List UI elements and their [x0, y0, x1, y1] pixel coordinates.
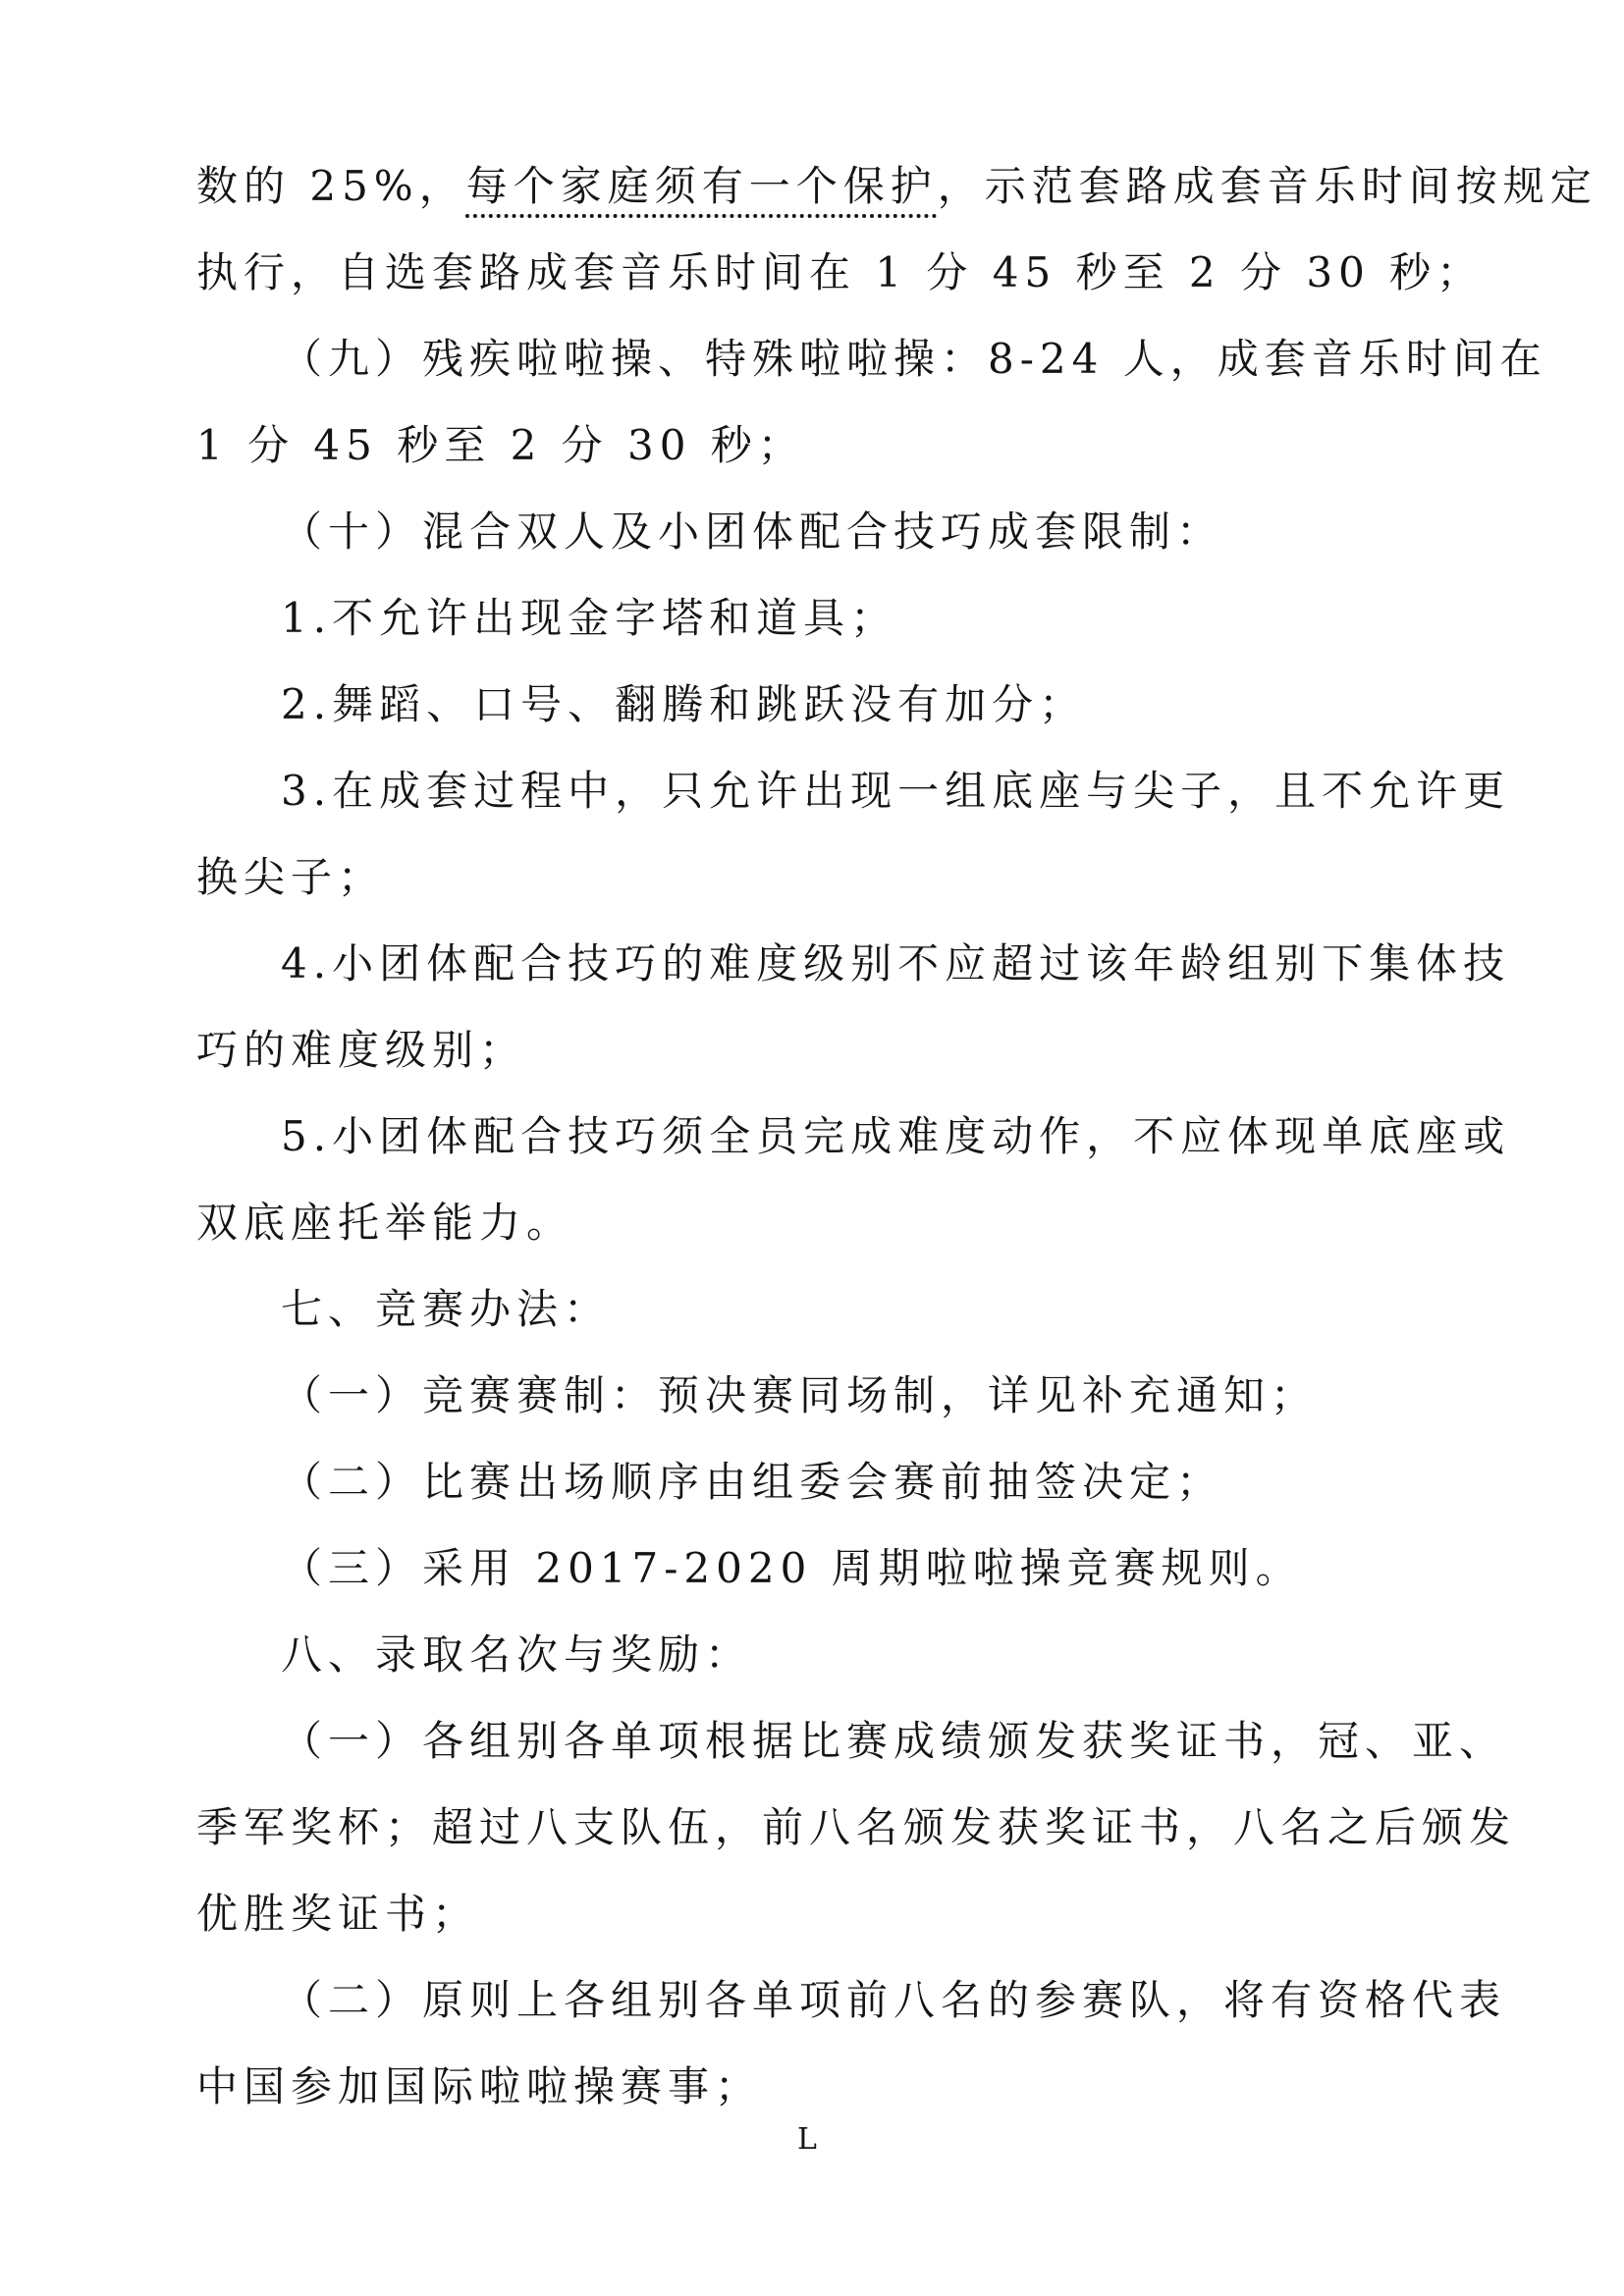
paragraph-line [196, 157, 1597, 216]
paragraph-line: 1 分 45 秒至 2 分 30 秒； [196, 421, 805, 469]
paragraph-line: （十）混合双人及小团体配合技巧成套限制： [281, 507, 1224, 556]
paragraph-line: （一）各组别各单项根据比赛成绩颁发获奖证书，冠、亚、 [281, 1717, 1507, 1765]
list-item: 2.舞蹈、口号、翻腾和跳跃没有加分； [281, 680, 1087, 728]
page-number: L [797, 2122, 817, 2157]
paragraph-line: （二）比赛出场顺序由组委会赛前抽签决定； [281, 1458, 1224, 1506]
paragraph-line: 换尖子； [196, 853, 386, 901]
list-item: 5.小团体配合技巧须全员完成难度动作，不应体现单底座或 [281, 1112, 1511, 1160]
list-item: 4.小团体配合技巧的难度级别不应超过该年龄组别下集体技 [281, 939, 1511, 988]
emphasized-text: 每个家庭须有一个保护 [465, 162, 938, 210]
section-heading: 八、录取名次与奖励： [281, 1630, 753, 1679]
list-item: 1.不允许出现金字塔和道具； [281, 594, 898, 642]
section-heading: 七、竞赛办法： [281, 1285, 612, 1333]
paragraph-line: 双底座托举能力。 [196, 1199, 574, 1247]
paragraph-line: （三）采用 2017-2020 周期啦啦操竞赛规则。 [281, 1544, 1303, 1592]
text-segment: ，示范套路成套音乐时间按规定 [937, 162, 1597, 210]
paragraph-line: 季军奖杯；超过八支队伍，前八名颁发获奖证书，八名之后颁发 [196, 1803, 1517, 1851]
paragraph-line: 巧的难度级别； [196, 1026, 527, 1074]
paragraph-line: （一）竞赛赛制：预决赛同场制，详见补充通知； [281, 1371, 1319, 1419]
paragraph-line: 中国参加国际啦啦操赛事； [196, 2062, 763, 2110]
paragraph-line: 执行，自选套路成套音乐时间在 1 分 45 秒至 2 分 30 秒； [196, 248, 1485, 296]
text-segment: 数的 25%， [196, 162, 466, 210]
paragraph-line: （二）原则上各组别各单项前八名的参赛队，将有资格代表 [281, 1976, 1507, 2024]
paragraph-line: （九）残疾啦啦操、特殊啦啦操：8-24 人，成套音乐时间在 [281, 335, 1547, 383]
list-item: 3.在成套过程中，只允许出现一组底座与尖子，且不允许更 [281, 767, 1511, 815]
paragraph-line: 优胜奖证书； [196, 1890, 480, 1938]
